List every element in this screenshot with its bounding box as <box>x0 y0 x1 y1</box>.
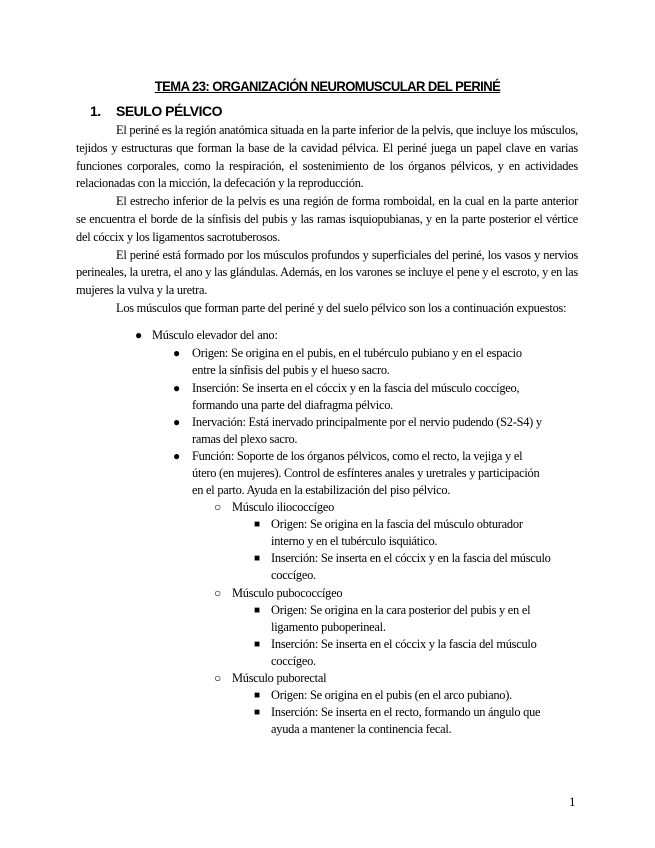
list-item-level4: Origen: Se origina en el pubis (en el arco pubiano). <box>271 688 512 702</box>
list-item-level2: Origen: Se origina en el pubis, en el tubérculo pubiano y en el espacio <box>192 346 522 360</box>
bullet-circle-icon: ○ <box>214 671 222 685</box>
bullet-disc-icon: ● <box>173 449 181 463</box>
bullet-circle-icon: ○ <box>214 586 222 600</box>
bullet-square-icon: ■ <box>254 553 261 564</box>
section-label: SEULO PÉLVICO <box>116 103 223 119</box>
list-item-level2-cont: en el parto. Ayuda en la estabilización del piso pélvico. <box>192 483 451 497</box>
list-item-level4: Inserción: Se inserta en el cóccix y la fascia del músculo <box>271 637 537 651</box>
list-item-level3: Músculo puborectal <box>232 671 327 685</box>
list-item-level2-cont: formando una parte del diafragma pélvico. <box>192 398 393 412</box>
list-item-level4-cont: coccígeo. <box>271 654 316 668</box>
bullet-square-icon: ■ <box>254 639 261 650</box>
document-title: TEMA 23: ORGANIZACIÓN NEUROMUSCULAR DEL PERINÉ <box>154 78 501 94</box>
list-item-level2-cont: ramas del plexo sacro. <box>192 432 298 446</box>
list-item-level4-cont: interno y en el tubérculo isquiático. <box>271 534 438 548</box>
paragraph: El estrecho inferior de la pelvis es una región de forma romboidal, en la cual en la parte anterior se encuentra el borde de la sínfisis del pubis y las ramas isquiopubianas, y en la parte posterior el vértice del cóccix y los ligamentos sacrotuberosos. <box>76 194 578 244</box>
page-number: 1 <box>569 794 576 809</box>
list-item-level4: Origen: Se origina en la fascia del músculo obturador <box>271 517 523 531</box>
paragraph: El periné está formado por los músculos profundos y superficiales del periné, los vasos y nervios perineales, la uretra, el ano y las glándulas. Además, en los varones se incluye el pene y el escroto, y en las mujeres la vulva y la uretra. <box>76 247 578 298</box>
paragraph: El periné es la región anatómica situada en la parte inferior de la pelvis, que incluye los músculos, tejidos y estructuras que forman la base de la cavidad pélvica. El periné juega un papel clave en varias funciones corporales, como la respiración, el sostenimiento de los órganos pélvicos, y en actividades relacionadas con la micción, la defecación y la reproducción. <box>76 123 578 191</box>
bullet-circle-icon: ○ <box>214 500 222 514</box>
intro-text <box>76 122 578 318</box>
list-item-level4-cont: coccígeo. <box>271 568 316 582</box>
list-item-level2-cont: útero (en mujeres). Control de esfínteres anales y uretrales y participación <box>192 466 540 480</box>
list-item-level4-cont: ayuda a mantener la continencia fecal. <box>271 722 452 736</box>
list-item-level3: Músculo iliococcígeo <box>232 500 335 514</box>
bullet-square-icon: ■ <box>254 690 261 701</box>
bullet-square-icon: ■ <box>254 605 261 616</box>
list-item-level1: Músculo elevador del ano: <box>152 328 278 342</box>
list-item-level2: Inserción: Se inserta en el cóccix y en la fascia del músculo coccígeo, <box>192 381 520 395</box>
bullet-disc-icon: ● <box>135 328 143 342</box>
list-item-level4: Origen: Se origina en la cara posterior del pubis y en el <box>271 603 531 617</box>
list-item-level4: Inserción: Se inserta en el recto, formando un ángulo que <box>271 705 541 719</box>
section-number: 1. <box>90 103 101 119</box>
section-heading <box>90 103 222 119</box>
list-item-level4-cont: ligamento puboperineal. <box>271 620 386 634</box>
paragraph: Los músculos que forman parte del periné y del suelo pélvico son los a continuación expuestos: <box>116 300 567 315</box>
list-item-level2: Función: Soporte de los órganos pélvicos, como el recto, la vejiga y el <box>192 449 523 463</box>
list-item-level4: Inserción: Se inserta en el cóccix y en la fascia del músculo <box>271 551 551 565</box>
bullet-disc-icon: ● <box>173 415 181 429</box>
bullet-disc-icon: ● <box>173 381 181 395</box>
bullet-square-icon: ■ <box>254 707 261 718</box>
bullet-disc-icon: ● <box>173 346 181 360</box>
bullet-square-icon: ■ <box>254 519 261 530</box>
list-item-level3: Músculo pubococcígeo <box>232 586 343 600</box>
list-item-level2: Inervación: Está inervado principalmente por el nervio pudendo (S2-S4) y <box>192 415 542 429</box>
list-item-level2-cont: entre la sínfisis del pubis y el hueso sacro. <box>192 363 390 377</box>
